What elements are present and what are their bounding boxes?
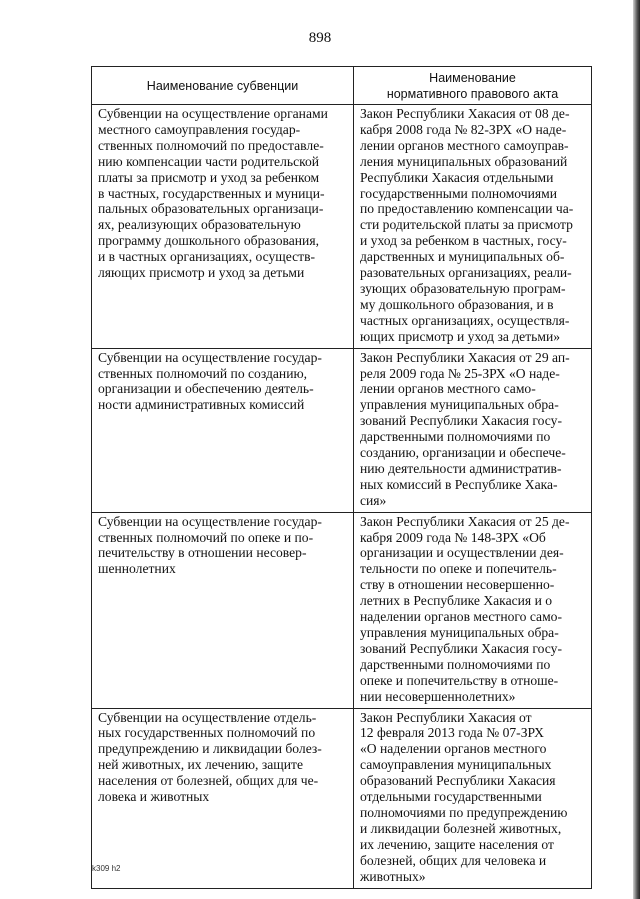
- subvention-name-cell: [92, 708, 354, 888]
- legal-act-cell: [354, 512, 592, 708]
- table-header-row: [92, 67, 592, 105]
- legal-act-text: Закон Республики Хакасия от 25 де- кабря 2009 года № 148-ЗРХ «Об организации и осуществлении дея- тельности по опеке и попечитель- ству в отношении несовершенно- летних в Республике Хакасия и о наделении органов местного само- управления муниципальных обра- зований Республики Хакасия госу- дарственными полномочиями по опеке и попечительству в отноше- нии несовершеннолетних»: [360, 513, 570, 704]
- legal-act-cell: [354, 105, 592, 349]
- legal-act-cell: [354, 708, 592, 888]
- legal-act-text: Закон Республики Хакасия от 29 ап- реля 2009 года № 25-ЗРХ «О наде- лении органов местного само- управления муниципальных обра- зований Республики Хакасия госу- дарственными полномочиями по созданию, организации и обеспече- нию деятельности административ- ных комиссий в Республике Хака- сия»: [360, 349, 570, 508]
- subventions-table: [91, 66, 592, 889]
- subvention-name-text: Субвенции на осуществление государ- ственных полномочий по опеке и по- печительству в отношении несовер- шеннолетних: [98, 513, 322, 577]
- header-legal-act-line1: Наименование: [429, 70, 516, 85]
- header-legal-act-line2: нормативного правового акта: [386, 86, 559, 101]
- header-subvention-name-text: Наименование субвенции: [146, 78, 299, 93]
- subvention-name-cell: [92, 105, 354, 349]
- table-row: [92, 348, 592, 512]
- legal-act-cell: [354, 348, 592, 512]
- legal-act-text: Закон Республики Хакасия от 08 де- кабря 2008 года № 82-ЗРХ «О наде- лении органов местного самоуправ- ления муниципальных образований Республики Хакасия отдельными государственными полномочиями по предоставлению компенсации ча- сти родительской платы за присмотр и уход за ребенком в частных, госу- дарственных и муниципальных об- разовательных организациях, реали- зующих образовательную програм- му дошкольного образования, и в частных организациях, осуществля- ющих присмотр и уход за детьми»: [360, 106, 574, 344]
- page-number: 898: [308, 30, 332, 46]
- subvention-name-text: Субвенции на осуществление отдель- ных государственных полномочий по предупреждению и ликвидации болез- ней животных, их лечению, защите населения от болезней, общих для че- ловека и животных: [98, 709, 322, 805]
- subvention-name-cell: [92, 348, 354, 512]
- header-subvention-name: [92, 67, 354, 105]
- scan-edge-shadow: [633, 0, 640, 899]
- subvention-name-cell: [92, 512, 354, 708]
- table-row: [92, 708, 592, 888]
- legal-act-text: Закон Республики Хакасия от 12 февраля 2013 года № 07-ЗРХ «О наделении органов местного самоуправления муниципальных образований Республики Хакасия отдельными государственными полномочиями по предупреждению и ликвидации болезней животных, их лечению, защите населения от болезней, общих для человека и животных»: [360, 709, 568, 884]
- table-row: [92, 105, 592, 349]
- document-footer-code: k309 h2: [92, 864, 121, 873]
- subvention-name-text: Субвенции на осуществление государ- ственных полномочий по созданию, организации и обеспечению деятель- ности административных комиссий: [98, 349, 322, 413]
- table-row: [92, 512, 592, 708]
- header-legal-act: [354, 67, 592, 105]
- subvention-name-text: Субвенции на осуществление органами местного самоуправления государ- ственных полномочий по предоставле- нию компенсации части родительской платы за присмотр и уход за ребенком в частных, государственных и муници- пальных образовательных организаци- ях, реализующих образовательную программу дошкольного образования, и в частных организациях, осуществ- ляющих присмотр и уход за детьми: [98, 106, 328, 281]
